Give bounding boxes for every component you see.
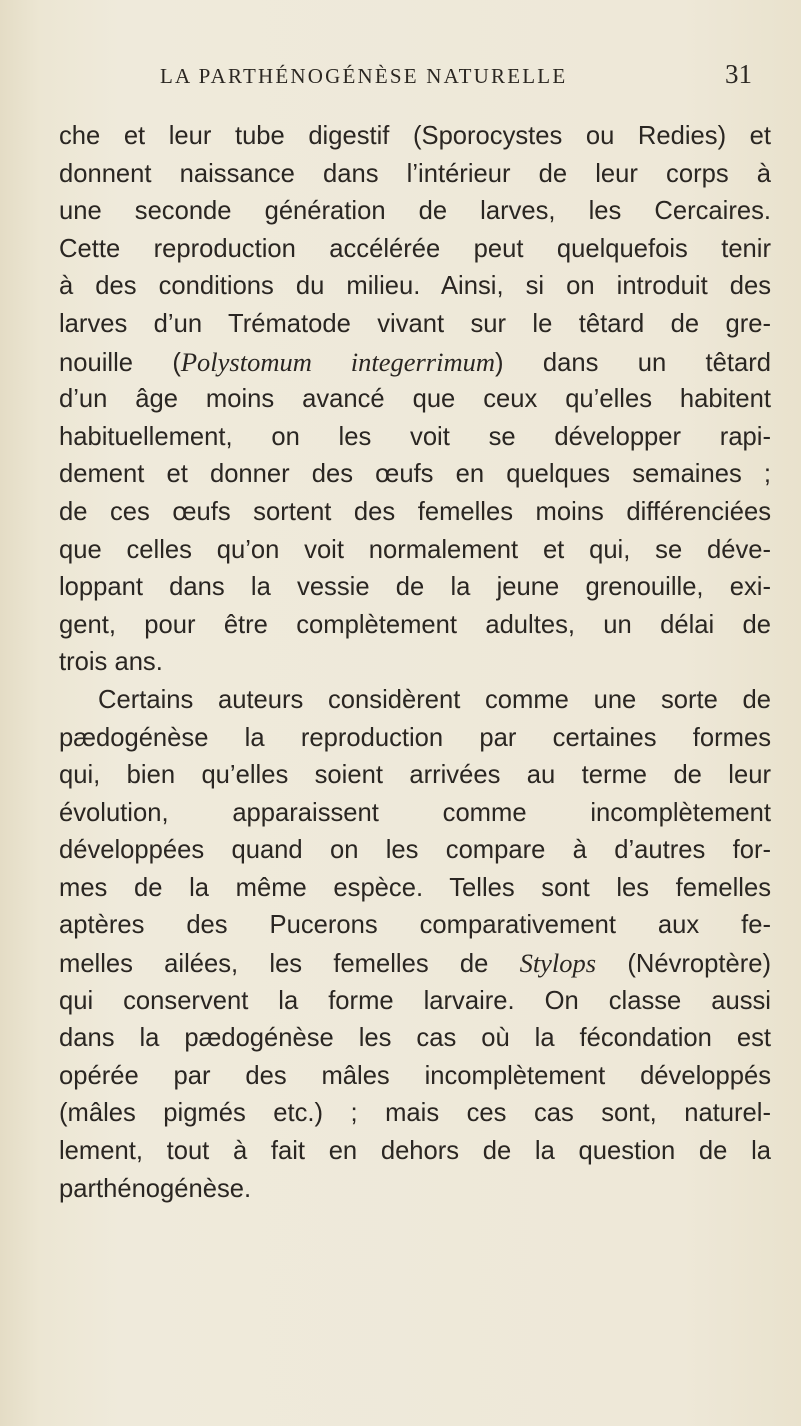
text-line: évolution, apparaissent comme incomplètement <box>59 798 771 827</box>
text-line: donnent naissance dans l’intérieur de leur corps à <box>59 159 771 188</box>
text-line: lement, tout à fait en dehors de la question de la <box>59 1137 771 1166</box>
text-fragment: nouille ( <box>59 348 181 377</box>
text-line: gent, pour être complètement adultes, un délai de <box>59 610 771 639</box>
species-name: Polystomum integerrimum <box>180 346 496 377</box>
text-line: che et leur tube digestif (Sporocystes ou Redies) et <box>59 122 771 150</box>
genus-name: Stylops <box>519 948 597 979</box>
text-line: dans la pædogénèse les cas où la fécondation est <box>59 1024 771 1053</box>
paragraph-last-line: trois ans. <box>59 648 163 677</box>
text-line: larves d’un Trématode vivant sur le têtard de gre- <box>59 309 771 338</box>
text-line: d’un âge moins avancé que ceux qu’elles habitent <box>59 385 771 414</box>
text-fragment: ) dans un têtard <box>495 348 771 377</box>
text-line-with-italic <box>59 344 771 382</box>
page-number: 31 <box>725 59 752 89</box>
text-line: aptères des Pucerons comparativement aux fe- <box>59 911 771 940</box>
running-header: LA PARTHÉNOGÉNÈSE NATURELLE <box>160 64 568 88</box>
text-line: Cette reproduction accélérée peut quelquefois tenir <box>59 234 771 263</box>
text-line: habituellement, on les voit se développer rapi- <box>59 422 771 451</box>
text-line: développées quand on les compare à d’autres for- <box>59 836 771 865</box>
text-fragment: melles ailées, les femelles de <box>59 950 520 979</box>
text-line: pædogénèse la reproduction par certaines formes <box>59 723 771 752</box>
paragraph-first-line: Certains auteurs considèrent comme une sorte de <box>98 685 771 714</box>
text-line: à des conditions du milieu. Ainsi, si on introduit des <box>59 272 771 301</box>
text-line: loppant dans la vessie de la jeune grenouille, exi- <box>59 573 771 602</box>
text-line: (mâles pigmés etc.) ; mais ces cas sont, naturel- <box>59 1099 771 1128</box>
text-line: qui conservent la forme larvaire. On classe aussi <box>59 986 771 1015</box>
text-line-with-italic <box>59 945 771 983</box>
text-line: mes de la même espèce. Telles sont les femelles <box>59 873 771 902</box>
text-line: que celles qu’on voit normalement et qui, se déve- <box>59 535 771 564</box>
text-line: une seconde génération de larves, les Cercaires. <box>59 197 771 226</box>
body-text <box>59 118 771 1208</box>
text-line: qui, bien qu’elles soient arrivées au terme de leur <box>59 761 771 790</box>
text-fragment: (Névroptère) <box>596 950 772 979</box>
text-line: de ces œufs sortent des femelles moins différenciées <box>59 497 771 526</box>
text-line: opérée par des mâles incomplètement développés <box>59 1061 771 1090</box>
paragraph-last-line: parthénogénèse. <box>59 1174 252 1203</box>
text-line: dement et donner des œufs en quelques semaines ; <box>59 460 771 489</box>
